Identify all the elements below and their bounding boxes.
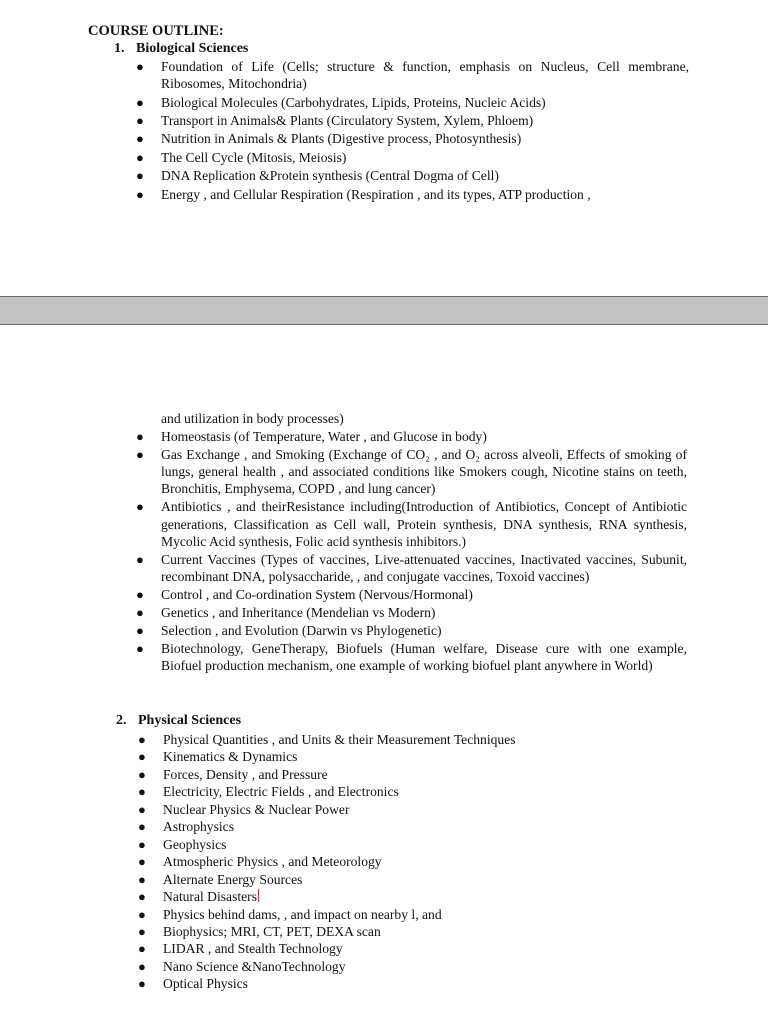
list-item-text: Physical Quantities , and Units & their Measurement Techniques	[163, 732, 516, 747]
section-heading-physical	[116, 712, 241, 730]
list-item-text: LIDAR , and Stealth Technology	[163, 941, 343, 957]
bullet-icon: ●	[136, 59, 144, 74]
list-item-text: Forces, Density , and Pressure	[163, 766, 328, 782]
text-cursor	[258, 889, 259, 902]
bullet-icon: ●	[138, 836, 146, 852]
bullet-icon: ●	[138, 889, 146, 905]
bullet-icon: ●	[138, 958, 146, 974]
list-item	[136, 58, 689, 92]
bullet-icon: ●	[136, 587, 144, 603]
bullet-icon: ●	[136, 499, 144, 515]
bullet-icon: ●	[136, 94, 144, 110]
list-item-text: Astrophysics	[163, 819, 234, 835]
list-item-text: DNA Replication &Protein synthesis (Central Dogma of Cell)	[161, 168, 499, 184]
list-item	[136, 428, 687, 445]
list-item	[138, 801, 683, 818]
list-item-text: Transport in Animals& Plants (Circulatory System, Xylem, Phloem)	[161, 112, 534, 128]
list-item-text: Kinematics & Dynamics	[163, 749, 298, 765]
biological-topics-list-page-1	[136, 58, 689, 204]
bullet-icon: ●	[138, 801, 146, 817]
list-item-text: Biophysics; MRI, CT, PET, DEXA scan	[163, 923, 381, 939]
list-item-text: Optical Physics	[163, 976, 248, 992]
list-item	[138, 958, 683, 975]
list-item-text: Alternate Energy Sources	[163, 871, 303, 887]
list-item	[136, 622, 687, 639]
list-item	[138, 766, 683, 783]
list-item	[136, 94, 689, 111]
section-title: Physical Sciences	[138, 713, 242, 728]
list-item-text: Foundation of Life (Cells; structure & function, emphasis on Nucleus, Cell membrane, Ribosomes, Mitochondria)	[161, 59, 689, 92]
bullet-icon: ●	[136, 447, 144, 462]
bullet-icon: ●	[138, 906, 146, 922]
bullet-icon: ●	[136, 429, 144, 444]
document-page-1	[0, 0, 768, 296]
list-item-text: Antibiotics , and theirResistance including(Introduction of Antibiotics, Concept of Antibiotic generations, Classification as Cell wall, Protein synthesis, DNA synthesis, RNA synthesis, Mycolic Acid synthesis, Folic acid synthesis inhibitors.)	[161, 499, 687, 549]
list-item	[138, 871, 683, 888]
list-item	[138, 923, 683, 940]
list-item-text: Control , and Co-ordination System (Nervous/Hormonal)	[161, 587, 473, 603]
list-item	[136, 186, 689, 203]
list-item	[138, 906, 683, 923]
bullet-icon: ●	[136, 149, 144, 165]
bullet-icon: ●	[138, 923, 146, 939]
bullet-icon: ●	[136, 605, 144, 621]
list-item-text: Gas Exchange , and Smoking (Exchange of CO₂ , and O₂ across alveoli, Effects of smoking of lungs, general health , and associated conditions like Smokers cough, Nicotine stains on teeth, Bronchitis, Emphysema, COPD , and lung cancer)	[161, 447, 687, 497]
list-item	[138, 731, 683, 748]
list-item	[136, 640, 687, 674]
bullet-icon: ●	[136, 112, 144, 128]
list-item-text: Selection , and Evolution (Darwin vs Phylogenetic)	[161, 623, 442, 639]
bullet-icon: ●	[138, 941, 146, 957]
list-item	[138, 836, 683, 853]
list-item	[138, 975, 683, 992]
list-item-text: Nutrition in Animals & Plants (Digestive process, Photosynthesis)	[161, 131, 522, 147]
bullet-icon: ●	[136, 186, 144, 202]
list-item-text: Genetics , and Inheritance (Mendelian vs Modern)	[161, 605, 436, 621]
page-break-separator	[0, 296, 768, 325]
bullet-icon: ●	[138, 871, 146, 887]
list-item	[138, 783, 683, 800]
bullet-icon: ●	[138, 976, 146, 992]
list-item	[138, 940, 683, 957]
list-item	[138, 748, 683, 765]
bullet-icon: ●	[136, 623, 144, 639]
list-item-text: Geophysics	[163, 836, 227, 852]
list-item	[136, 149, 689, 166]
list-item-text: Nano Science &NanoTechnology	[163, 958, 346, 974]
bullet-icon: ●	[136, 131, 144, 147]
list-item-text: Physics behind dams, , and impact on nearby l, and	[163, 906, 442, 922]
bullet-icon: ●	[138, 819, 146, 835]
list-item	[136, 604, 687, 621]
section-number: 1.	[114, 41, 125, 56]
list-item-text: Energy , and Cellular Respiration (Respiration , and its types, ATP production ,	[161, 186, 591, 202]
list-item	[136, 586, 687, 603]
continued-list-text: and utilization in body processes)	[161, 411, 344, 426]
list-item-text: The Cell Cycle (Mitosis, Meiosis)	[161, 149, 347, 165]
list-item	[138, 818, 683, 835]
section-title: Biological Sciences	[136, 41, 249, 56]
list-item-text: Natural Disasters	[163, 889, 257, 905]
list-item	[136, 551, 687, 585]
list-item	[136, 130, 689, 147]
list-item	[138, 853, 683, 870]
bullet-icon: ●	[138, 749, 146, 765]
section-heading-biological	[114, 40, 248, 58]
list-item-text: Atmospheric Physics , and Meteorology	[163, 854, 382, 870]
bullet-icon: ●	[136, 551, 144, 567]
list-item-text: Electricity, Electric Fields , and Electronics	[163, 784, 399, 800]
bullet-icon: ●	[136, 641, 144, 657]
bullet-icon: ●	[138, 854, 146, 870]
bullet-icon: ●	[138, 784, 146, 800]
biological-topics-list-page-2	[136, 428, 687, 675]
list-item-text: Homeostasis (of Temperature, Water , and Glucose in body)	[161, 429, 487, 444]
list-item-text: Current Vaccines (Types of vaccines, Live-attenuated vaccines, Inactivated vaccines, Subunit, recombinant DNA, polysaccharide, , and conjugate vaccines, Toxoid vaccines)	[161, 551, 687, 585]
list-item	[136, 112, 689, 129]
list-item-text: Nuclear Physics & Nuclear Power	[163, 801, 350, 817]
bullet-icon: ●	[138, 766, 146, 782]
bullet-icon: ●	[136, 168, 144, 184]
list-item-text: Biotechnology, GeneTherapy, Biofuels (Human welfare, Disease cure with one example, Biofuel production mechanism, one example of working biofuel plant anywhere in World)	[161, 641, 687, 674]
list-item	[136, 498, 687, 550]
list-item	[138, 888, 683, 905]
section-number: 2.	[116, 713, 127, 728]
list-item	[136, 167, 689, 184]
list-item	[136, 446, 687, 498]
bullet-icon: ●	[138, 732, 146, 747]
course-outline-heading: COURSE OUTLINE:	[88, 23, 224, 39]
physical-topics-list	[138, 731, 683, 993]
list-item-text: Biological Molecules (Carbohydrates, Lipids, Proteins, Nucleic Acids)	[161, 94, 546, 110]
